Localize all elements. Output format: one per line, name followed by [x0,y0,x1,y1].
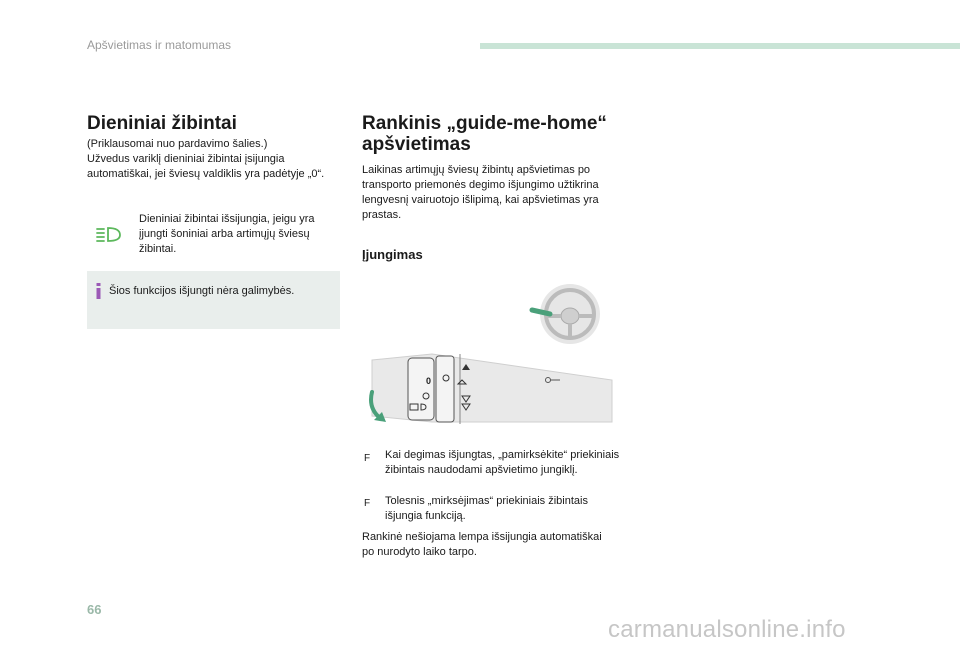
header-accent-bar [480,43,960,49]
daytime-lights-title: Dieniniai žibintai [87,113,237,134]
guide-me-home-intro: Laikinas artimųjų šviesų žibintų apšvietimas po transporto priemonės degimo išjungimo užtikrina lengvesnį vairuotojo išlipimą, kai apšvietimas yra prastas. [362,164,599,221]
daytime-lights-intro: (Priklausomai nuo pardavimo šalies.) Užvedus variklį dieniniai žibintai įsijungia automatiškai, jei šviesų valdiklis yra padėtyje „0“. [87,138,325,180]
auto-off-note: Rankinė nešiojama lempa išsijungia automatiškai po nurodyto laiko tarpo. [362,531,602,558]
activation-subtitle: Įjungimas [362,247,423,262]
bullet-marker: F [364,453,371,464]
guide-me-home-title: Rankinis „guide-me-home“ apšvietimas [362,113,607,155]
steering-wheel-icon [528,282,604,350]
info-icon [96,283,101,299]
instruction-2: Tolesnis „mirksėjimas“ priekiniais žibintais išjungia funkciją. [385,495,588,522]
section-header: Apšvietimas ir matomumas [87,38,232,52]
light-stalk-icon [362,350,618,428]
page-number: 66 [87,602,102,617]
indicator-description: Dieniniai žibintai išsijungia, jeigu yra įjungti šoniniai arba artimųjų šviesų žibintai. [139,213,315,255]
info-text: Šios funkcijos išjungti nėra galimybės. [109,285,295,297]
info-box [87,271,340,329]
daytime-running-light-icon [96,226,122,242]
bullet-marker: F [364,498,371,509]
stalk-position-label: 0 [426,376,432,386]
instruction-1: Kai degimas išjungtas, „pamirksėkite“ priekiniais žibintais naudodami apšvietimo jungiklį. [385,449,620,476]
watermark: carmanualsonline.info [608,616,846,643]
rotate-arrow-icon [366,390,392,424]
